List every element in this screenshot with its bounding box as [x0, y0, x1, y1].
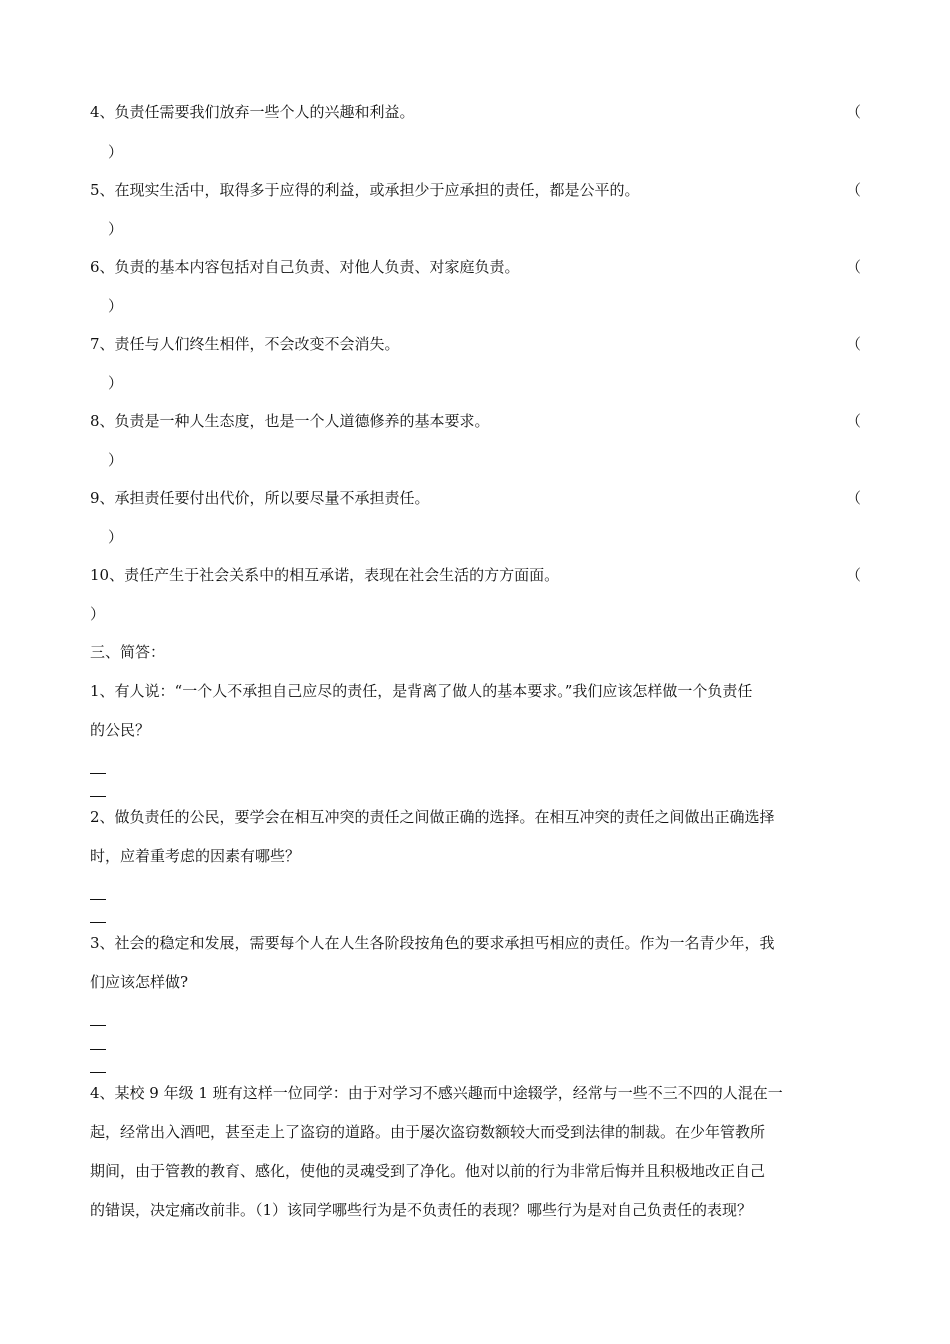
question-4-line-4: 的错误，决定痛改前非。（1）该同学哪些行为是不负责任的表现？哪些行为是对自己负责任的表现？ — [90, 1201, 753, 1219]
question-4-line-3: 期间，由于管教的教育、感化，使他的灵魂受到了净化。他对以前的行为非常后悔并且积极地改正自己 — [90, 1162, 766, 1180]
answer-paren-close: ） — [90, 605, 106, 623]
question-4-line-1: 4、某校 9 年级 1 班有这样一位同学：由于对学习不感兴趣而中途辍学，经常与一些不三不四的人混在一 — [90, 1084, 783, 1102]
judgment-item-7: 7、责任与人们终生相伴，不会改变不会消失。 — [90, 335, 400, 353]
judgment-item-4: 4、负责任需要我们放弃一些个人的兴趣和利益。 — [90, 103, 415, 121]
answer-paren-close: ） — [108, 143, 124, 161]
answer-blank-line — [90, 922, 106, 923]
answer-paren-close: ） — [108, 528, 124, 546]
question-3-line-2: 们应该怎样做? — [90, 973, 189, 991]
question-3-line-1: 3、社会的稳定和发展，需要每个人在人生各阶段按角色的要求承担丐相应的责任。作为一名青少年，我 — [90, 934, 775, 952]
question-1-line-2: 的公民？ — [90, 721, 151, 739]
answer-paren-close: ） — [108, 297, 124, 315]
answer-paren-open: （ — [846, 412, 862, 430]
answer-paren-close: ） — [108, 220, 124, 238]
judgment-item-9: 9、承担责任要付出代价，所以要尽量不承担责任。 — [90, 489, 430, 507]
question-1-line-1: 1、有人说：“一个人不承担自己应尽的责任，是背离了做人的基本要求。”我们应该怎样做一个负责任 — [90, 682, 753, 700]
answer-blank-line — [90, 1049, 106, 1050]
answer-paren-open: （ — [846, 335, 862, 353]
answer-paren-open: （ — [846, 566, 862, 584]
answer-blank-line — [90, 1072, 106, 1073]
judgment-item-5: 5、在现实生活中，取得多于应得的利益，或承担少于应承担的责任，都是公平的。 — [90, 181, 640, 199]
question-4-line-2: 起，经常出入酒吧，甚至走上了盗窃的道路。由于屡次盗窃数额较大而受到法律的制裁。在少年管教所 — [90, 1123, 766, 1141]
answer-paren-open: （ — [846, 103, 862, 121]
question-2-line-2: 时，应着重考虑的因素有哪些？ — [90, 847, 301, 865]
judgment-item-8: 8、负责是一种人生态度，也是一个人道德修养的基本要求。 — [90, 412, 490, 430]
answer-paren-open: （ — [846, 181, 862, 199]
question-2-line-1: 2、做负责任的公民，要学会在相互冲突的责任之间做正确的选择。在相互冲突的责任之间做出正确选择 — [90, 808, 775, 826]
answer-blank-line — [90, 899, 106, 900]
judgment-item-10: 10、责任产生于社会关系中的相互承诺，表现在社会生活的方方面面。 — [90, 566, 560, 584]
section-heading: 三、简答： — [90, 643, 166, 661]
answer-blank-line — [90, 796, 106, 797]
answer-paren-open: （ — [846, 489, 862, 507]
judgment-item-6: 6、负责的基本内容包括对自己负责、对他人负责、对家庭负责。 — [90, 258, 520, 276]
answer-paren-open: （ — [846, 258, 862, 276]
answer-paren-close: ） — [108, 374, 124, 392]
answer-blank-line — [90, 1025, 106, 1026]
answer-blank-line — [90, 773, 106, 774]
answer-paren-close: ） — [108, 451, 124, 469]
